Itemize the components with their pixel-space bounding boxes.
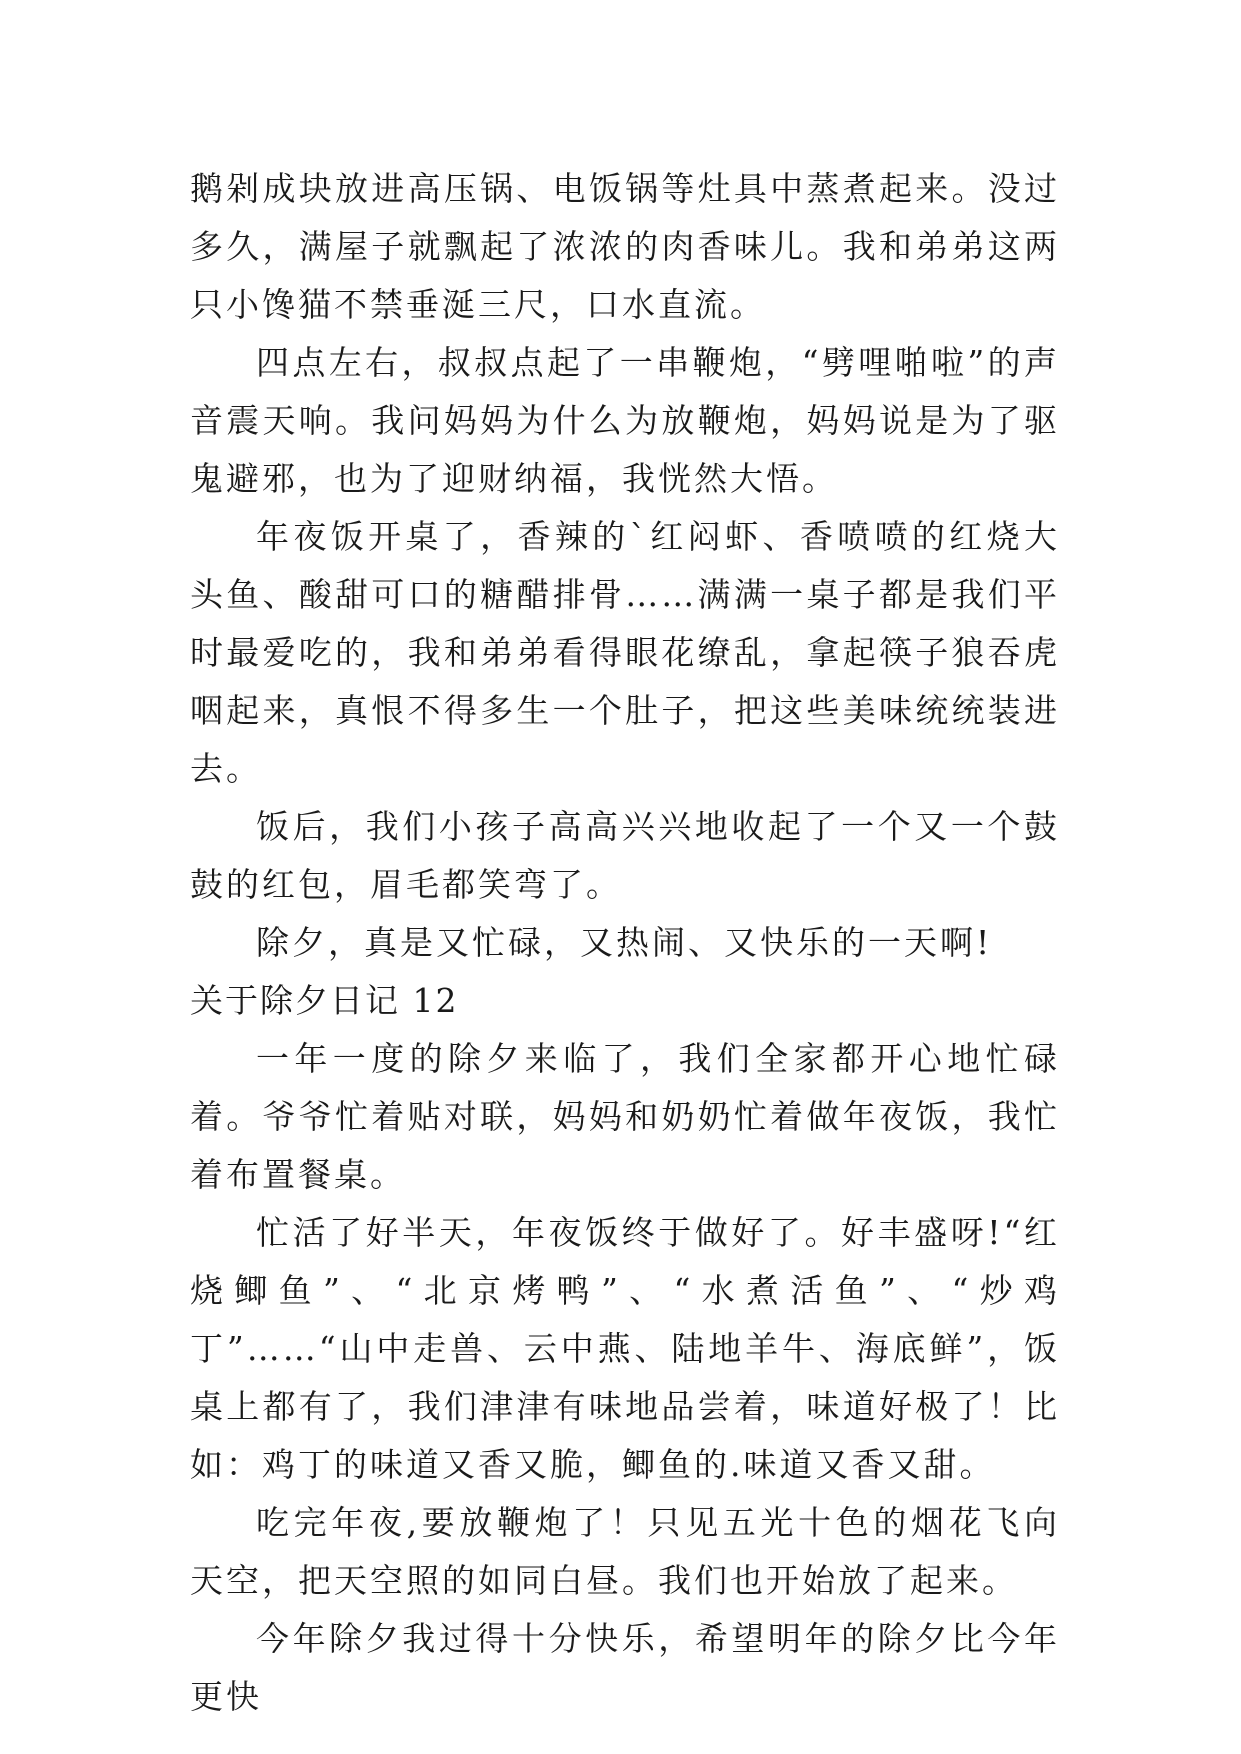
- paragraph: 四点左右，叔叔点起了一串鞭炮，“劈哩啪啦”的声音震天响。我问妈妈为什么为放鞭炮，妈妈说是为了驱鬼避邪，也为了迎财纳福，我恍然大悟。: [190, 343, 1060, 498]
- paragraph: 鹅剁成块放进高压锅、电饭锅等灶具中蒸煮起来。没过多久，满屋子就飘起了浓浓的肉香味儿。我和弟弟这两只小馋猫不禁垂涎三尺，口水直流。: [190, 169, 1060, 324]
- paragraph: 饭后，我们小孩子高高兴兴地收起了一个又一个鼓鼓的红包，眉毛都笑弯了。: [190, 807, 1060, 904]
- document-body: [190, 160, 1060, 1726]
- paragraph: 忙活了好半天，年夜饭终于做好了。好丰盛呀!“红烧鲫鱼”、“北京烤鸭”、“水煮活鱼”、“炒鸡丁”……“山中走兽、云中燕、陆地羊牛、海底鲜”，饭桌上都有了，我们津津有味地品尝着，味道好极了！比如：鸡丁的味道又香又脆，鲫鱼的.味道又香又甜。: [190, 1213, 1060, 1484]
- paragraph: 吃完年夜,要放鞭炮了！只见五光十色的烟花飞向天空，把天空照的如同白昼。我们也开始放了起来。: [190, 1503, 1060, 1600]
- section-heading: 关于除夕日记 12: [190, 981, 459, 1020]
- paragraph: 除夕，真是又忙碌，又热闹、又快乐的一天啊!: [256, 923, 993, 962]
- paragraph: 年夜饭开桌了，香辣的`红闷虾、香喷喷的红烧大头鱼、酸甜可口的糖醋排骨……满满一桌子都是我们平时最爱吃的，我和弟弟看得眼花缭乱，拿起筷子狼吞虎咽起来，真恨不得多生一个肚子，把这些美味统统装进去。: [190, 517, 1060, 788]
- paragraph: 今年除夕我过得十分快乐，希望明年的除夕比今年更快: [190, 1619, 1060, 1716]
- paragraph: 一年一度的除夕来临了，我们全家都开心地忙碌着。爷爷忙着贴对联，妈妈和奶奶忙着做年夜饭，我忙着布置餐桌。: [190, 1039, 1060, 1194]
